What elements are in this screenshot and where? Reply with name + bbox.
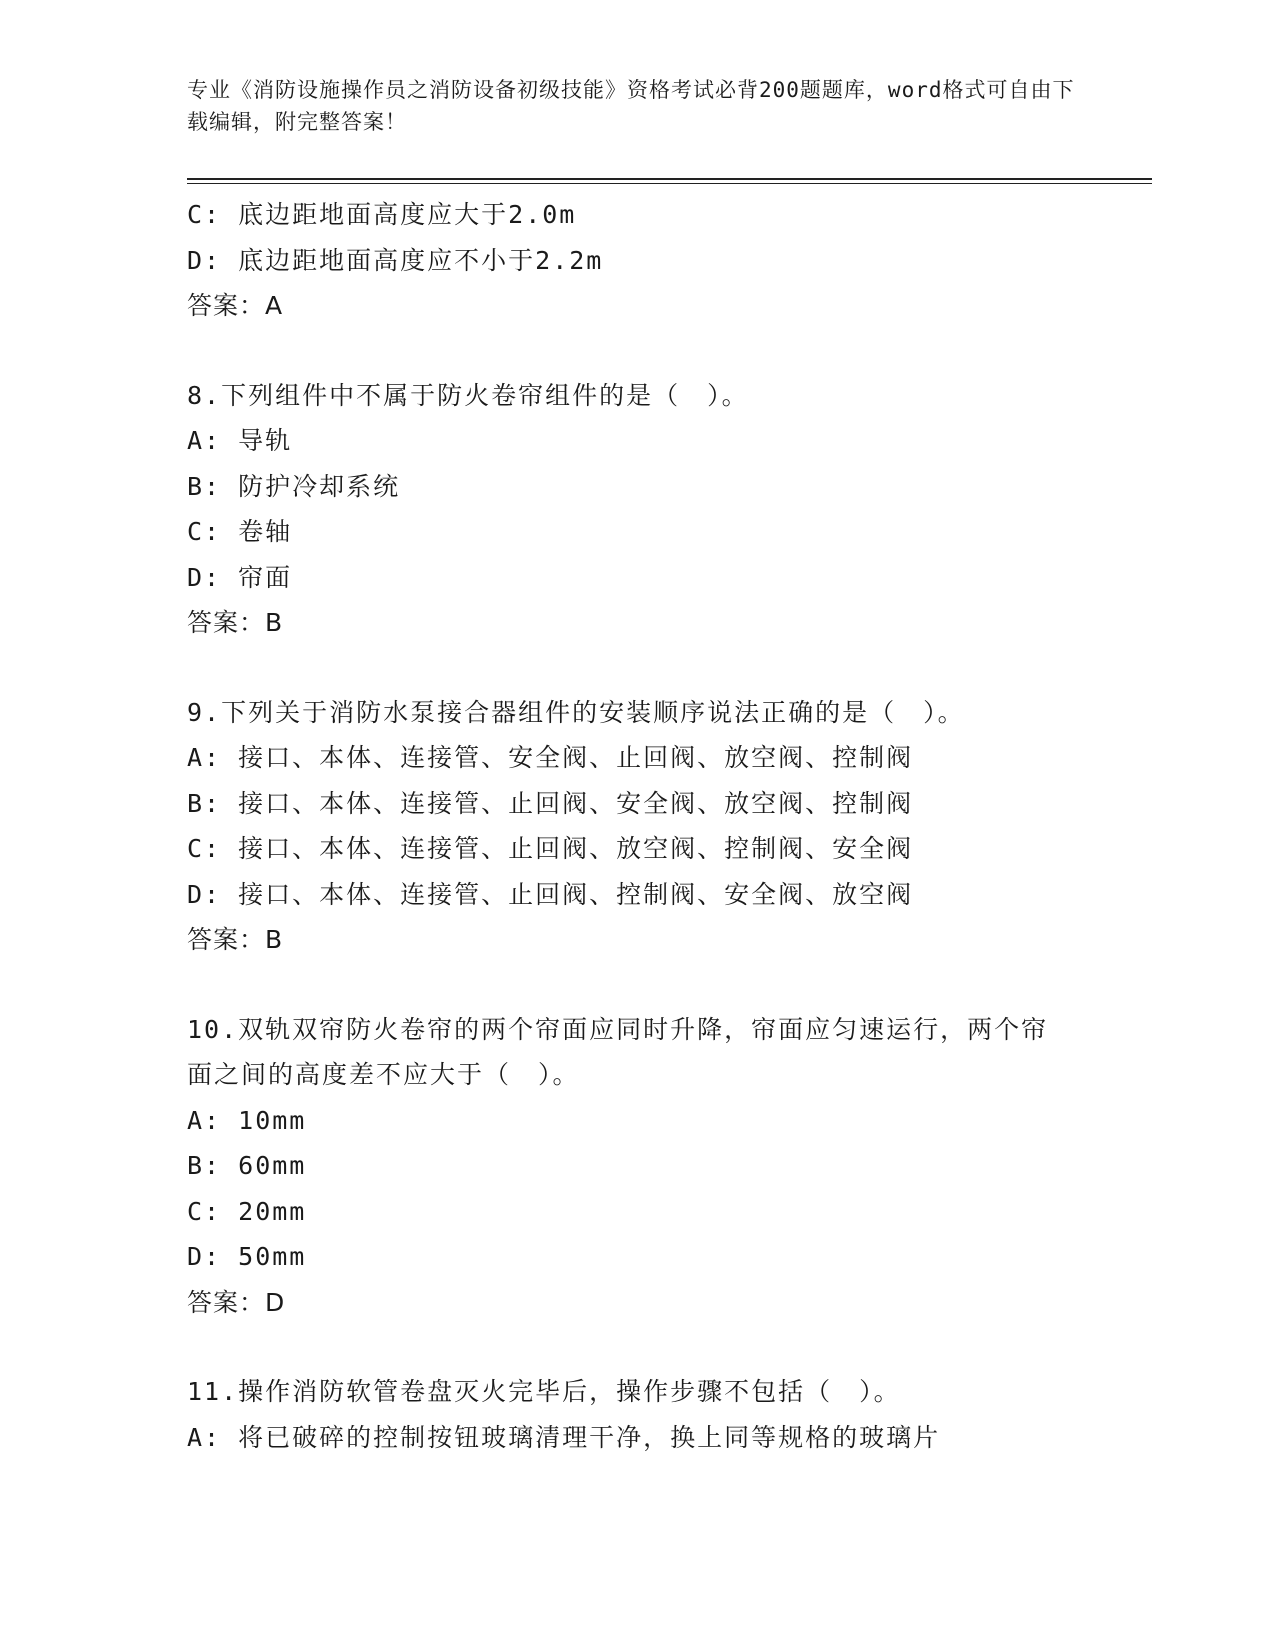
spacer: [187, 646, 1087, 690]
option-b: B: 接口、本体、连接管、止回阀、安全阀、放空阀、控制阀: [187, 788, 914, 818]
option-a: A: 将已破碎的控制按钮玻璃清理干净，换上同等规格的玻璃片: [187, 1422, 941, 1452]
option-b: B: 60mm: [187, 1151, 307, 1180]
question-8: [187, 373, 1087, 646]
option-c: C: 20mm: [187, 1196, 307, 1226]
question-11: [187, 1369, 1087, 1460]
question-content: [187, 192, 1087, 1460]
option-a: A: 10mm: [187, 1105, 307, 1135]
answer: 答案：B: [187, 608, 284, 637]
question-9: [187, 690, 1087, 963]
option-a: A: 接口、本体、连接管、安全阀、止回阀、放空阀、控制阀: [187, 743, 914, 772]
option-a: A: 导轨: [187, 426, 293, 455]
option-c: C: 接口、本体、连接管、止回阀、放空阀、控制阀、安全阀: [187, 834, 914, 863]
spacer: [187, 1325, 1087, 1369]
answer: 答案：A: [187, 291, 284, 320]
question-title: 11.操作消防软管卷盘灭火完毕后，操作步骤不包括（ ）。: [187, 1377, 901, 1406]
option-c: C: 卷轴: [187, 517, 293, 546]
option-d: D: 接口、本体、连接管、止回阀、控制阀、安全阀、放空阀: [187, 879, 914, 909]
header-divider-thick: [187, 178, 1152, 180]
answer: 答案：D: [187, 1287, 286, 1317]
question-title: 10.双轨双帘防火卷帘的两个帘面应同时升降，帘面应匀速运行，两个帘面之间的高度差不应大于（ ）。: [187, 1014, 1049, 1089]
option-c: C: 底边距地面高度应大于2.0m: [187, 200, 577, 229]
option-d: D: 底边距地面高度应不小于2.2m: [187, 245, 604, 275]
question-title: 9.下列关于消防水泵接合器组件的安装顺序说法正确的是（ ）。: [187, 697, 965, 727]
document-header: 专业《消防设施操作员之消防设备初级技能》资格考试必背200题题库，word格式可自由下载编辑，附完整答案！: [187, 78, 1075, 134]
option-d: D: 50mm: [187, 1242, 307, 1271]
question-title: 8.下列组件中不属于防火卷帘组件的是（ ）。: [187, 380, 749, 410]
option-b: B: 防护冷却系统: [187, 471, 401, 501]
option-d: D: 帘面: [187, 562, 293, 592]
partial-question: [187, 192, 1087, 329]
header-divider-thin: [187, 183, 1152, 184]
spacer: [187, 963, 1087, 1007]
question-10: [187, 1007, 1087, 1326]
spacer: [187, 329, 1087, 373]
answer: 答案：B: [187, 925, 284, 954]
